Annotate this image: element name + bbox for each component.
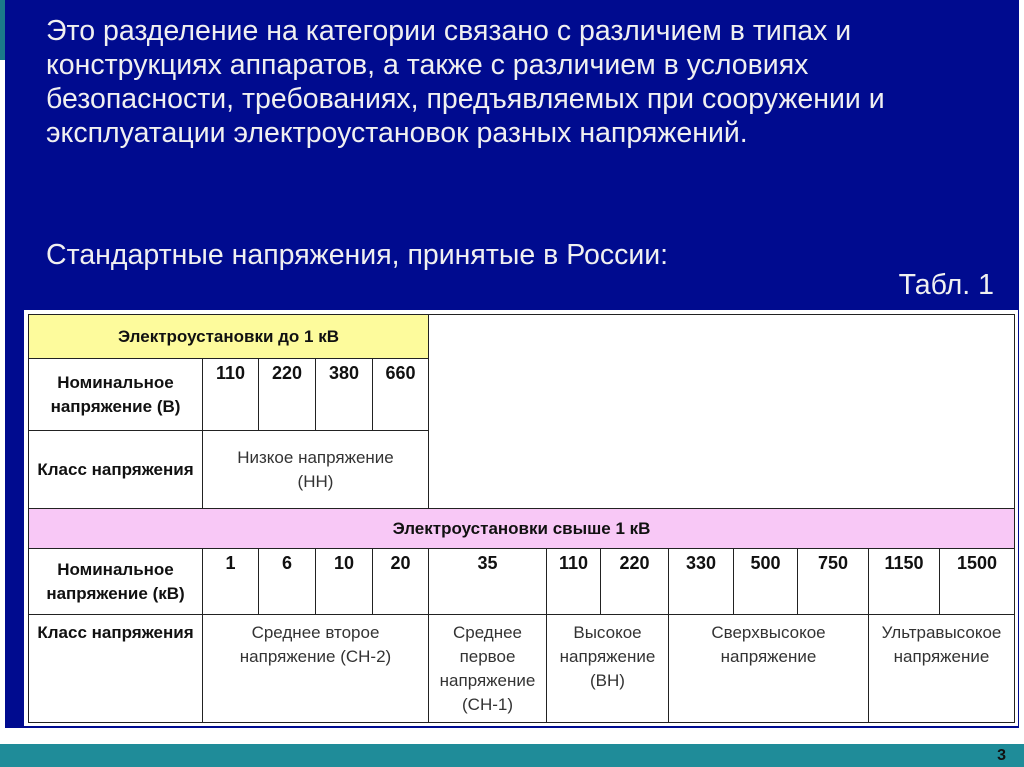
high-voltage-value: 1500 bbox=[940, 549, 1015, 615]
empty-cell bbox=[429, 359, 1015, 431]
high-voltage-value: 20 bbox=[373, 549, 429, 615]
high-voltage-value: 750 bbox=[798, 549, 869, 615]
voltage-table bbox=[28, 314, 1015, 723]
low-header-row bbox=[29, 315, 1015, 359]
high-voltage-value: 6 bbox=[259, 549, 316, 615]
high-voltage-value: 10 bbox=[316, 549, 373, 615]
high-voltage-value: 1150 bbox=[869, 549, 940, 615]
low-voltage-value: 380 bbox=[316, 359, 373, 431]
high-voltage-value: 110 bbox=[547, 549, 601, 615]
empty-cell bbox=[429, 431, 1015, 509]
high-voltage-value: 330 bbox=[669, 549, 734, 615]
high-voltage-header: Электроустановки свыше 1 кВ bbox=[29, 509, 1015, 549]
high-voltage-value: 1 bbox=[203, 549, 259, 615]
voltage-table-container bbox=[24, 310, 1018, 726]
high-voltage-value: 35 bbox=[429, 549, 547, 615]
low-voltage-header: Электроустановки до 1 кВ bbox=[29, 315, 429, 359]
high-header-row bbox=[29, 509, 1015, 549]
low-voltage-label: Номинальное напряжение (В) bbox=[29, 359, 203, 431]
low-class-row bbox=[29, 431, 1015, 509]
high-class-label: Класс напряжения bbox=[29, 615, 203, 723]
low-class-label: Класс напряжения bbox=[29, 431, 203, 509]
high-voltage-value: 220 bbox=[601, 549, 669, 615]
low-voltage-value: 660 bbox=[373, 359, 429, 431]
class-vn: Высокое напряжение (ВН) bbox=[547, 615, 669, 723]
class-sn1: Среднее первое напряжение (СН-1) bbox=[429, 615, 547, 723]
standard-voltages-heading: Стандартные напряжения, принятые в России: bbox=[46, 239, 669, 271]
low-voltage-row bbox=[29, 359, 1015, 431]
high-voltage-label: Номинальное напряжение (кВ) bbox=[29, 549, 203, 615]
low-class-value: Низкое напряжение (НН) bbox=[203, 431, 429, 509]
intro-paragraph: Это разделение на категории связано с различием в типах и конструкциях аппаратов, а также с различием в условиях безопасности, требованиях, предъявляемых при сооружении и эксплуатации электроустановок разных напряжений. bbox=[46, 15, 885, 149]
bottom-bar bbox=[0, 744, 1024, 767]
low-voltage-value: 110 bbox=[203, 359, 259, 431]
high-class-row bbox=[29, 615, 1015, 723]
table-label: Табл. 1 bbox=[898, 269, 994, 301]
empty-cell bbox=[429, 315, 1015, 359]
class-sn2: Среднее второе напряжение (СН-2) bbox=[203, 615, 429, 723]
class-uvn: Ультравысокое напряжение bbox=[869, 615, 1015, 723]
page-number: 3 bbox=[997, 747, 1006, 764]
class-svn: Сверхвысокое напряжение bbox=[669, 615, 869, 723]
high-voltage-row bbox=[29, 549, 1015, 615]
low-voltage-value: 220 bbox=[259, 359, 316, 431]
high-voltage-value: 500 bbox=[734, 549, 798, 615]
